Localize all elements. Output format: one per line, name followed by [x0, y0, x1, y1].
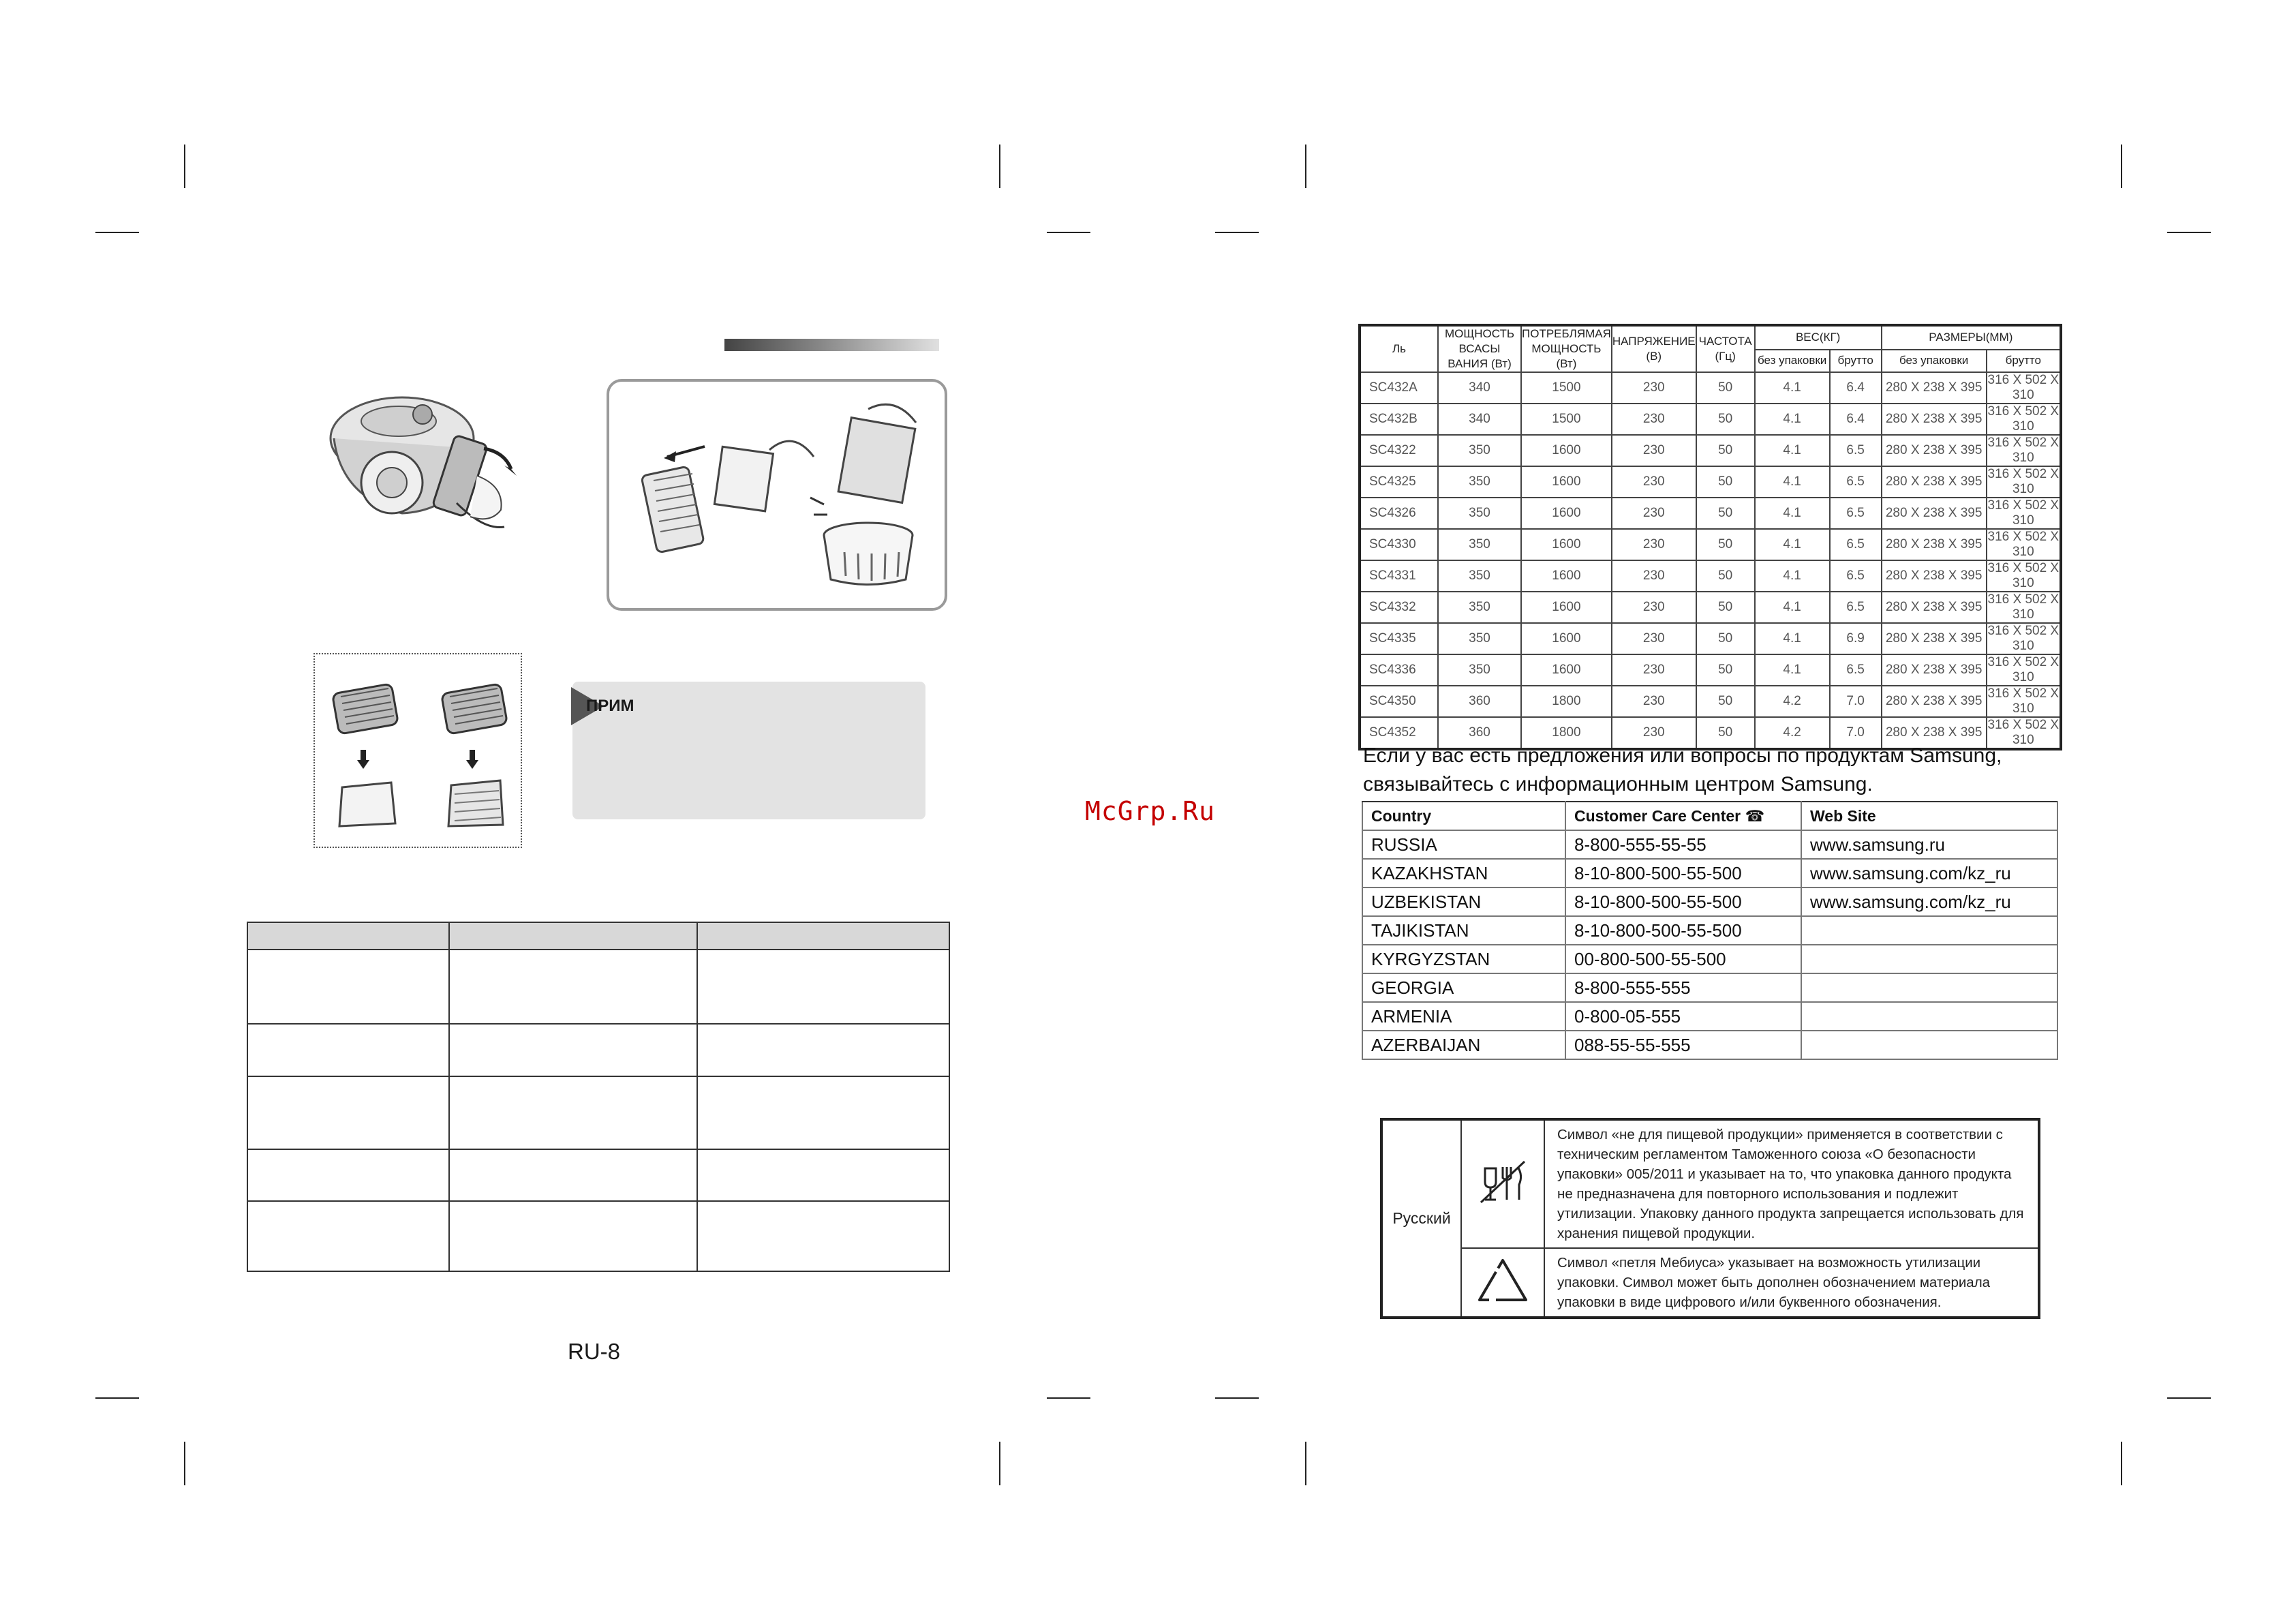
header-weight-net: без упаковки: [1755, 350, 1830, 372]
table-row: [247, 1201, 949, 1271]
table-row: [1362, 916, 2057, 945]
care-web-cell: www.samsung.ru: [1801, 830, 2057, 859]
header-phone: Customer Care Center ☎: [1565, 802, 1801, 830]
table-cell: 316 X 502 X 310: [1987, 654, 2061, 686]
table-cell: 4.2: [1755, 717, 1830, 749]
care-phone-cell: 00-800-500-55-500: [1565, 945, 1801, 973]
table-cell: 1800: [1521, 717, 1612, 749]
table-cell: SC4325: [1360, 466, 1438, 498]
care-country-cell: KAZAKHSTAN: [1362, 859, 1565, 888]
table-cell: 1600: [1521, 435, 1612, 466]
table-cell: 6.4: [1830, 404, 1882, 435]
section-header-bar: [724, 339, 939, 351]
table-cell: 7.0: [1830, 717, 1882, 749]
mobius-loop-icon: [1461, 1248, 1544, 1318]
table-row: [247, 950, 949, 1024]
table-cell: 350: [1438, 466, 1521, 498]
crop-mark: [999, 145, 1000, 188]
care-country-cell: TAJIKISTAN: [1362, 916, 1565, 945]
care-country-cell: AZERBAIJAN: [1362, 1031, 1565, 1059]
note-box: [572, 682, 925, 819]
table-cell: 230: [1612, 498, 1696, 529]
table-cell: SC4335: [1360, 623, 1438, 654]
table-cell: 230: [1612, 529, 1696, 560]
crop-mark: [184, 1442, 185, 1485]
table-cell: SC4322: [1360, 435, 1438, 466]
filter-frame-left: [332, 684, 398, 734]
table-cell: 50: [1696, 498, 1755, 529]
table-cell: 6.5: [1830, 466, 1882, 498]
table-cell: 280 X 238 X 395: [1882, 623, 1987, 654]
contact-intro-line1: Если у вас есть предложения или вопросы по продуктам Samsung,: [1363, 744, 2002, 767]
troubleshooting-table: [247, 922, 950, 1272]
table-header-row: [1362, 802, 2057, 830]
header-dim-net: без упаковки: [1882, 350, 1987, 372]
table-row: [247, 1024, 949, 1076]
table-cell: 350: [1438, 560, 1521, 592]
table-row: [1360, 372, 2061, 404]
table-cell: 6.9: [1830, 623, 1882, 654]
table-cell: 280 X 238 X 395: [1882, 404, 1987, 435]
table-cell: 50: [1696, 529, 1755, 560]
table-cell: 280 X 238 X 395: [1882, 466, 1987, 498]
table-cell: 360: [1438, 717, 1521, 749]
care-phone-cell: 8-10-800-500-55-500: [1565, 859, 1801, 888]
header-country: Country: [1362, 802, 1565, 830]
table-cell: 340: [1438, 372, 1521, 404]
table-cell: SC432B: [1360, 404, 1438, 435]
table-row: [1362, 859, 2057, 888]
table-row: [1360, 498, 2061, 529]
table-cell: 50: [1696, 404, 1755, 435]
table-cell: 230: [1612, 435, 1696, 466]
table-cell: 316 X 502 X 310: [1987, 686, 2061, 717]
table-cell: 4.1: [1755, 560, 1830, 592]
care-country-cell: UZBEKISTAN: [1362, 888, 1565, 916]
table-row: [1362, 973, 2057, 1002]
header-consumption: ПОТРЕБЛЯМАЯ МОЩНОСТЬ (Вт): [1521, 325, 1612, 372]
table-cell: 6.5: [1830, 654, 1882, 686]
care-country-cell: GEORGIA: [1362, 973, 1565, 1002]
table-cell: 230: [1612, 372, 1696, 404]
care-phone-cell: 0-800-05-555: [1565, 1002, 1801, 1031]
note-label: ПРИМ: [586, 697, 634, 715]
table-cell: 316 X 502 X 310: [1987, 717, 2061, 749]
table-row: [247, 1076, 949, 1149]
table-row: [1360, 686, 2061, 717]
table-cell: 1500: [1521, 404, 1612, 435]
crop-mark: [95, 1397, 139, 1399]
table-row: [1360, 435, 2061, 466]
crop-mark: [999, 1442, 1000, 1485]
contact-intro: [1363, 742, 2002, 799]
table-cell: 4.1: [1755, 498, 1830, 529]
table-cell: 316 X 502 X 310: [1987, 435, 2061, 466]
table-cell: 230: [1612, 686, 1696, 717]
crop-mark: [2167, 232, 2211, 233]
vacuum-illustration: [320, 374, 525, 551]
table-cell: 316 X 502 X 310: [1987, 592, 2061, 623]
packaging-symbols-table: [1380, 1118, 2040, 1319]
table-cell: 316 X 502 X 310: [1987, 466, 2061, 498]
filter-cleaning-illustration: [607, 379, 947, 611]
table-cell: 316 X 502 X 310: [1987, 404, 2061, 435]
crop-mark: [2121, 1442, 2122, 1485]
filter-frame-right: [441, 684, 507, 734]
table-cell: 1500: [1521, 372, 1612, 404]
table-row: [1360, 623, 2061, 654]
table-cell: 50: [1696, 592, 1755, 623]
specifications-table: [1358, 324, 2062, 750]
table-cell: 350: [1438, 654, 1521, 686]
table-row: [1362, 945, 2057, 973]
crop-mark: [1215, 232, 1259, 233]
table-cell: 4.1: [1755, 654, 1830, 686]
table-cell: 6.5: [1830, 592, 1882, 623]
filter-replacement-diagram: [313, 653, 522, 848]
not-for-food-text: Символ «не для пищевой продукции» применяется в соответствии с техническим регламентом Таможенного союза «О безопасности упаковки» 005/2011 и указывает на то, что упаковка данного продукта не предназначена для повторного использования и подлежит утилизации. Упаковку данного продукта запрещается использовать для хранения пищевой продукции.: [1544, 1119, 2039, 1248]
table-cell: 6.4: [1830, 372, 1882, 404]
table-cell: 280 X 238 X 395: [1882, 592, 1987, 623]
table-cell: 50: [1696, 466, 1755, 498]
table-header-row: [247, 922, 949, 950]
table-cell: 50: [1696, 560, 1755, 592]
table-row: [1360, 560, 2061, 592]
table-cell: 4.1: [1755, 529, 1830, 560]
table-cell: 280 X 238 X 395: [1882, 654, 1987, 686]
table-cell: 50: [1696, 623, 1755, 654]
care-phone-cell: 8-10-800-500-55-500: [1565, 888, 1801, 916]
table-cell: 50: [1696, 654, 1755, 686]
table-cell: SC4350: [1360, 686, 1438, 717]
table-cell: SC4331: [1360, 560, 1438, 592]
not-for-food-icon: [1461, 1119, 1544, 1248]
table-cell: 4.1: [1755, 592, 1830, 623]
table-cell: 1600: [1521, 466, 1612, 498]
header-voltage: НАПРЯЖЕНИЕ (В): [1612, 325, 1696, 372]
table-cell: 350: [1438, 498, 1521, 529]
table-cell: 316 X 502 X 310: [1987, 623, 2061, 654]
header-web: Web Site: [1801, 802, 2057, 830]
crop-mark: [2167, 1397, 2211, 1399]
crop-mark: [95, 232, 139, 233]
table-row: [1362, 1031, 2057, 1059]
contact-intro-line2: связывайтесь с информационным центром Samsung.: [1363, 773, 1873, 795]
crop-mark: [2121, 145, 2122, 188]
table-cell: 230: [1612, 623, 1696, 654]
table-cell: 1600: [1521, 498, 1612, 529]
table-cell: 6.5: [1830, 498, 1882, 529]
table-header-row: [1360, 325, 2061, 350]
table-cell: 4.1: [1755, 466, 1830, 498]
care-country-cell: ARMENIA: [1362, 1002, 1565, 1031]
table-cell: 340: [1438, 404, 1521, 435]
table-cell: 350: [1438, 592, 1521, 623]
language-label: Русский: [1381, 1119, 1461, 1318]
table-cell: 50: [1696, 717, 1755, 749]
table-cell: 280 X 238 X 395: [1882, 717, 1987, 749]
table-cell: 50: [1696, 686, 1755, 717]
crop-mark: [1305, 145, 1306, 188]
table-cell: 350: [1438, 529, 1521, 560]
header-model: Ль: [1360, 325, 1438, 372]
care-web-cell: [1801, 1002, 2057, 1031]
table-cell: 1600: [1521, 560, 1612, 592]
table-row: [1360, 466, 2061, 498]
table-cell: 4.2: [1755, 686, 1830, 717]
watermark: McGrp.Ru: [1085, 796, 1216, 826]
table-cell: 4.1: [1755, 372, 1830, 404]
header-suction: МОЩНОСТЬ ВСАСЫ ВАНИЯ (Вт): [1438, 325, 1521, 372]
table-row: [1360, 529, 2061, 560]
table-cell: 316 X 502 X 310: [1987, 529, 2061, 560]
care-web-cell: www.samsung.com/kz_ru: [1801, 888, 2057, 916]
table-cell: 316 X 502 X 310: [1987, 498, 2061, 529]
arrow-down-icon: [357, 760, 369, 769]
table-cell: 4.1: [1755, 623, 1830, 654]
table-cell: 350: [1438, 435, 1521, 466]
table-cell: SC4330: [1360, 529, 1438, 560]
table-row: [247, 1149, 949, 1202]
table-cell: 1800: [1521, 686, 1612, 717]
table-cell: 1600: [1521, 592, 1612, 623]
table-cell: SC4352: [1360, 717, 1438, 749]
table-cell: 360: [1438, 686, 1521, 717]
table-row: [1360, 592, 2061, 623]
table-cell: 6.5: [1830, 560, 1882, 592]
table-cell: 6.5: [1830, 435, 1882, 466]
table-cell: 230: [1612, 404, 1696, 435]
care-web-cell: [1801, 945, 2057, 973]
table-cell: SC4332: [1360, 592, 1438, 623]
table-row: [1360, 654, 2061, 686]
table-cell: 230: [1612, 560, 1696, 592]
page-number: RU-8: [568, 1339, 621, 1364]
filter-grille: [641, 466, 704, 553]
care-web-cell: [1801, 1031, 2057, 1059]
table-cell: SC4326: [1360, 498, 1438, 529]
care-country-cell: RUSSIA: [1362, 830, 1565, 859]
table-cell: 230: [1612, 654, 1696, 686]
mobius-loop-text: Символ «петля Мебиуса» указывает на возможность утилизации упаковки. Символ может быть дополнен обозначением материала упаковки в виде цифрового и/или буквенного обозначения.: [1544, 1248, 2039, 1318]
table-cell: 230: [1612, 717, 1696, 749]
table-cell: 316 X 502 X 310: [1987, 372, 2061, 404]
care-web-cell: [1801, 973, 2057, 1002]
care-country-cell: KYRGYZSTAN: [1362, 945, 1565, 973]
header-weight: ВЕС(КГ): [1755, 325, 1882, 350]
table-row: [1360, 404, 2061, 435]
care-phone-cell: 088-55-55-555: [1565, 1031, 1801, 1059]
care-web-cell: www.samsung.com/kz_ru: [1801, 859, 2057, 888]
table-cell: 230: [1612, 466, 1696, 498]
table-cell: 6.5: [1830, 529, 1882, 560]
table-cell: 4.1: [1755, 404, 1830, 435]
header-frequency: ЧАСТОТА (Гц): [1696, 325, 1755, 372]
table-cell: 280 X 238 X 395: [1882, 529, 1987, 560]
crop-mark: [1047, 232, 1090, 233]
care-phone-cell: 8-10-800-500-55-500: [1565, 916, 1801, 945]
header-weight-gross: брутто: [1830, 350, 1882, 372]
table-cell: SC4336: [1360, 654, 1438, 686]
crop-mark: [1215, 1397, 1259, 1399]
crop-mark: [1047, 1397, 1090, 1399]
table-row: [1362, 888, 2057, 916]
care-phone-cell: 8-800-555-555: [1565, 973, 1801, 1002]
table-cell: 316 X 502 X 310: [1987, 560, 2061, 592]
table-cell: 50: [1696, 435, 1755, 466]
care-phone-cell: 8-800-555-55-55: [1565, 830, 1801, 859]
care-web-cell: [1801, 916, 2057, 945]
table-cell: 280 X 238 X 395: [1882, 686, 1987, 717]
customer-care-table: [1362, 801, 2058, 1060]
arrow-down-icon: [466, 760, 478, 769]
table-cell: 350: [1438, 623, 1521, 654]
crop-mark: [1305, 1442, 1306, 1485]
table-cell: 230: [1612, 592, 1696, 623]
table-cell: SC432A: [1360, 372, 1438, 404]
table-cell: 280 X 238 X 395: [1882, 435, 1987, 466]
table-cell: 50: [1696, 372, 1755, 404]
table-row: [1362, 1002, 2057, 1031]
table-cell: 4.1: [1755, 435, 1830, 466]
table-cell: 280 X 238 X 395: [1882, 372, 1987, 404]
table-cell: 280 X 238 X 395: [1882, 560, 1987, 592]
table-cell: 7.0: [1830, 686, 1882, 717]
table-cell: 280 X 238 X 395: [1882, 498, 1987, 529]
table-cell: 1600: [1521, 623, 1612, 654]
header-dimensions: РАЗМЕРЫ(ММ): [1882, 325, 2061, 350]
table-cell: 1600: [1521, 529, 1612, 560]
table-cell: 1600: [1521, 654, 1612, 686]
crop-mark: [184, 145, 185, 188]
header-dim-gross: брутто: [1987, 350, 2061, 372]
table-row: [1362, 830, 2057, 859]
